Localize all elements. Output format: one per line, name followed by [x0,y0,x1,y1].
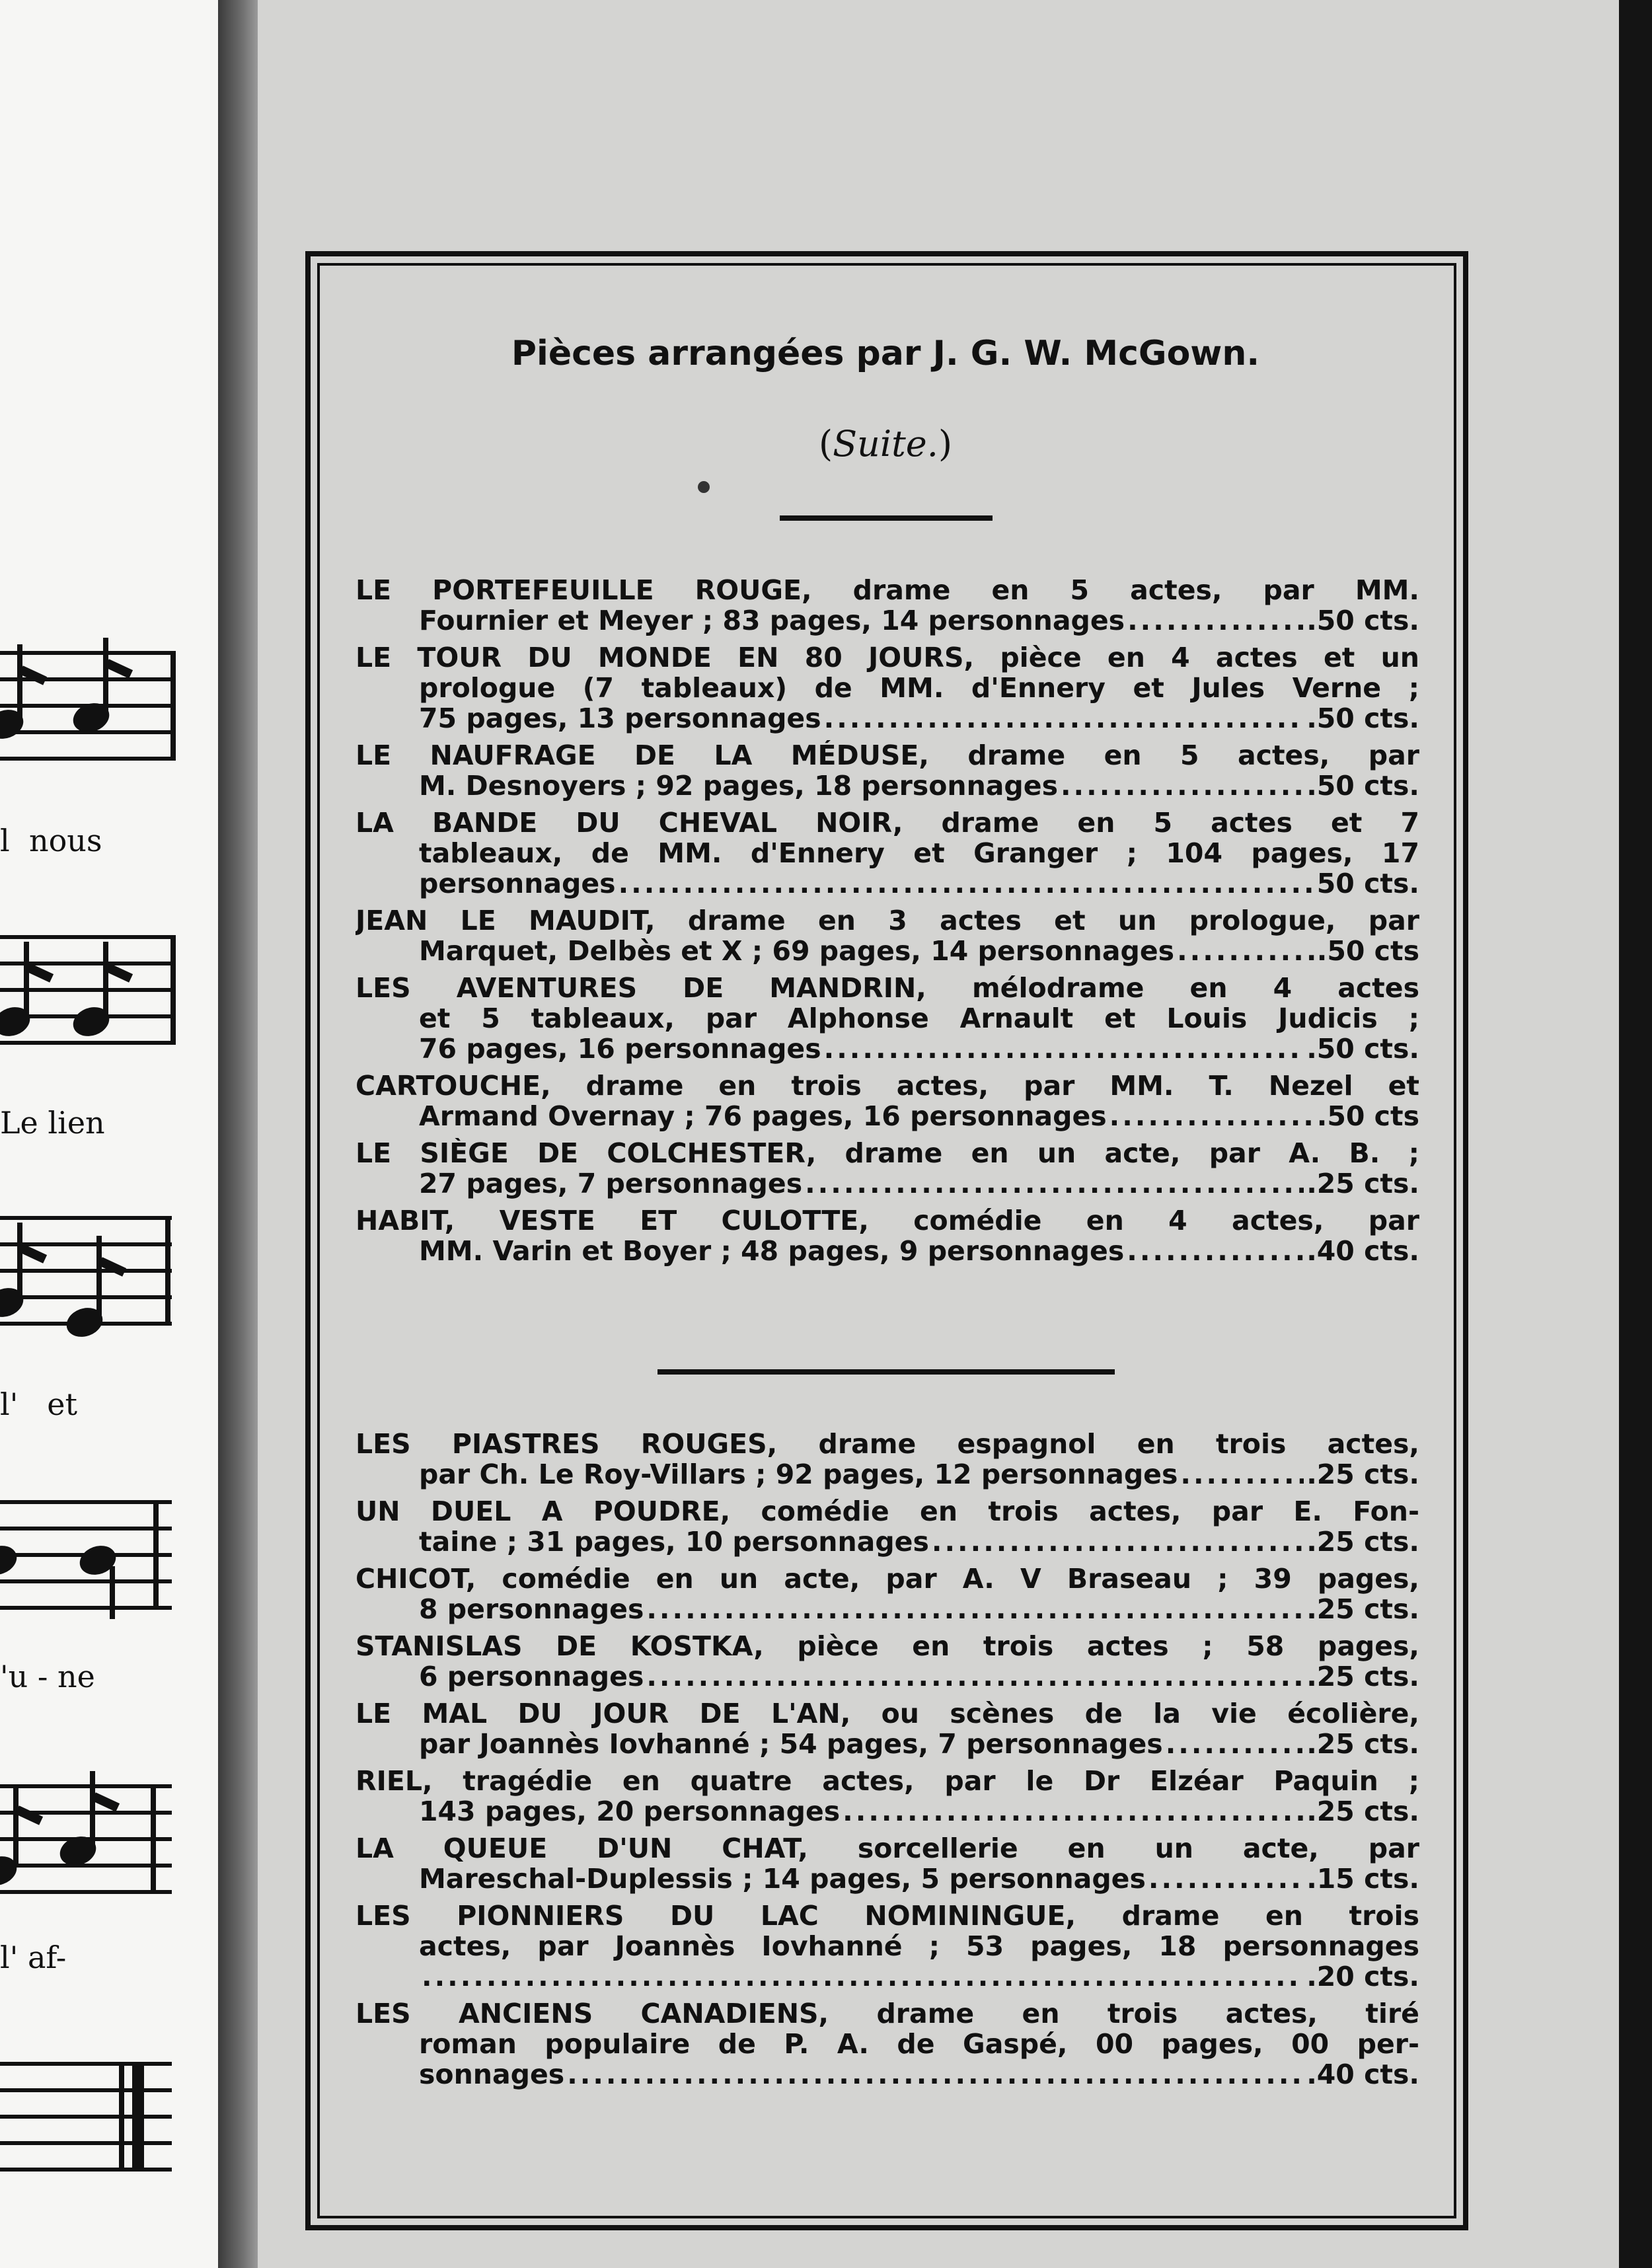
catalogue-section-2 [356,1429,1419,2096]
dot-leader [646,1594,1304,1624]
music-stave [0,644,178,776]
entry-price-line [356,1168,1419,1199]
dot-leader [1180,1459,1304,1490]
entry-price: .25 cts. [1306,1168,1419,1199]
catalogue-entry [356,808,1419,899]
entry-details: 6 personnages [419,1661,644,1692]
lyric-line: l' af- [0,1940,67,1975]
entry-continuation-line: roman populaire de P. A. de Gaspé, 00 pages, 00 per- [419,2029,1419,2059]
catalogue-entry [356,1901,1419,1992]
entry-title-line: LES AVENTURES DE MANDRIN, mélodrame en 4 actes [356,973,1419,1003]
entry-price: .25 cts. [1306,1661,1419,1692]
entry-title-line: LE PORTEFEUILLE ROUGE, drame en 5 actes, par MM. [356,575,1419,605]
catalogue-entry [356,905,1419,966]
entry-price-line [356,936,1419,966]
entry-title-line: LES ANCIENS CANADIENS, drame en trois actes, tiré [356,1998,1419,2029]
dot-leader [1109,1101,1314,1131]
entry-price: .25 cts. [1306,1459,1419,1490]
entry-continuation-line: et 5 tableaux, par Alphonse Arnault et Louis Judicis ; [419,1003,1419,1034]
entry-price: .50 cts. [1306,771,1419,801]
catalogue-entry [356,1833,1419,1894]
lyric-line: Le lien [0,1105,105,1141]
entry-title-line: JEAN LE MAUDIT, drame en 3 actes et un prologue, par [356,905,1419,936]
entry-price-line [356,1961,1419,1992]
dot-leader [824,703,1304,734]
entry-title-line: RIEL, tragédie en quatre actes, par le Dr Elzéar Paquin ; [356,1766,1419,1796]
entry-details: M. Desnoyers ; 92 pages, 18 personnages [419,771,1058,801]
entry-title-line: CHICOT, comédie en un acte, par A. V Braseau ; 39 pages, [356,1564,1419,1594]
entry-title-line: LE SIÈGE DE COLCHESTER, drame en un acte, par A. B. ; [356,1138,1419,1168]
entry-title-line: LE NAUFRAGE DE LA MÉDUSE, drame en 5 actes, par [356,740,1419,771]
music-stave [0,1778,178,1910]
dot-leader [1166,1729,1304,1759]
entry-details: par Ch. Le Roy-Villars ; 92 pages, 12 personnages [419,1459,1178,1490]
catalogue-entry [356,1429,1419,1490]
section-divider-rule [657,1369,1115,1375]
lyric-line: l' et [0,1386,77,1422]
entry-details: 27 pages, 7 personnages [419,1168,803,1199]
entry-continuation-line: tableaux, de MM. d'Ennery et Granger ; 104 pages, 17 [419,838,1419,868]
catalogue-entry [356,1071,1419,1131]
dot-leader [1061,771,1304,801]
entry-price-line [356,1459,1419,1490]
catalogue-entry [356,1998,1419,2090]
music-stave [0,928,178,1061]
catalogue-entry [356,1138,1419,1199]
entry-price-line [356,703,1419,734]
entry-price-line [356,1101,1419,1131]
entry-title-line: LA QUEUE D'UN CHAT, sorcellerie en un acte, par [356,1833,1419,1864]
dot-leader [646,1661,1304,1692]
entry-details: par Joannès Iovhanné ; 54 pages, 7 personnages [419,1729,1163,1759]
catalogue-entry [356,1766,1419,1827]
entry-title-line: UN DUEL A POUDRE, comédie en trois actes, par E. Fon- [356,1496,1419,1527]
entry-title-line: LES PIASTRES ROUGES, drame espagnol en trois actes, [356,1429,1419,1459]
entry-price: .25 cts. [1306,1594,1419,1624]
entry-price-line [356,1034,1419,1064]
catalogue-entry [356,1564,1419,1624]
catalogue-entry [356,973,1419,1064]
entry-title-line: STANISLAS DE KOSTKA, pièce en trois actes ; 58 pages, [356,1631,1419,1661]
dot-leader [932,1527,1304,1557]
entry-details: sonnages [419,2059,565,2090]
entry-price: .40 cts. [1306,2059,1419,2090]
entry-details: 143 pages, 20 personnages [419,1796,841,1827]
catalogue-section-1 [356,575,1419,1273]
entry-price: .50 cts. [1306,1034,1419,1064]
entry-price-line [356,1729,1419,1759]
dot-leader [567,2059,1304,2090]
entry-details: Mareschal-Duplessis ; 14 pages, 5 personnages [419,1864,1146,1894]
lyric-line: l nous [0,823,102,858]
page-edge-shadow [1619,0,1652,2268]
catalogue-entry [356,575,1419,636]
catalogue-subheading: (Suite.) [818,423,953,465]
dot-leader [1127,1236,1304,1266]
heading-rule [780,515,993,521]
dot-leader [843,1796,1304,1827]
entry-price-line [356,1796,1419,1827]
entry-price: .50 cts. [1306,605,1419,636]
entry-price-line [356,1864,1419,1894]
catalogue-entry [356,740,1419,801]
entry-title-line: LE TOUR DU MONDE EN 80 JOURS, pièce en 4 actes et un [356,642,1419,673]
entry-price-line [356,1236,1419,1266]
entry-details: personnages [419,868,616,899]
dot-leader [1127,605,1304,636]
entry-title-line: LA BANDE DU CHEVAL NOIR, drame en 5 actes et 7 [356,808,1419,838]
dot-leader [824,1034,1304,1064]
entry-title-line: CARTOUCHE, drame en trois actes, par MM. T. Nezel et [356,1071,1419,1101]
entry-price: 50 cts. [1316,868,1419,899]
entry-price: .25 cts. [1306,1796,1419,1827]
music-stave [0,1493,178,1626]
entry-details: 75 pages, 13 personnages [419,703,821,734]
entry-title-line: LES PIONNIERS DU LAC NOMININGUE, drame en trois [356,1901,1419,1931]
entry-details: Marquet, Delbès et X ; 69 pages, 14 personnages [419,936,1175,966]
entry-price: .50 cts [1316,936,1419,966]
catalogue-entry [356,1496,1419,1557]
catalogue-entry [356,1631,1419,1692]
entry-details: 8 personnages [419,1594,644,1624]
music-stave [0,1209,178,1342]
book-gutter [218,0,258,2268]
dot-leader [619,868,1314,899]
entry-continuation-line: prologue (7 tableaux) de MM. d'Ennery et Jules Verne ; [419,673,1419,703]
catalogue-heading: Pièces arrangées par J. G. W. McGown. [511,334,1260,373]
left-page-music-fragment [0,0,218,2268]
entry-price-line [356,771,1419,801]
entry-details: Armand Overnay ; 76 pages, 16 personnages [419,1101,1107,1131]
entry-price-line [356,1661,1419,1692]
ink-speck [698,481,710,493]
entry-price: .15 cts. [1306,1864,1419,1894]
entry-price-line [356,868,1419,899]
entry-details: taine ; 31 pages, 10 personnages [419,1527,929,1557]
entry-price-line [356,605,1419,636]
entry-details: 76 pages, 16 personnages [419,1034,821,1064]
entry-details: Fournier et Meyer ; 83 pages, 14 personnages [419,605,1125,636]
entry-title-line: HABIT, VESTE ET CULOTTE, comédie en 4 actes, par [356,1205,1419,1236]
entry-details: MM. Varin et Boyer ; 48 pages, 9 personnages [419,1236,1125,1266]
entry-price-line [356,2059,1419,2090]
entry-price: .25 cts. [1306,1527,1419,1557]
entry-title-line: LE MAL DU JOUR DE L'AN, ou scènes de la vie écolière, [356,1698,1419,1729]
dot-leader [1148,1864,1304,1894]
entry-price: .50 cts. [1306,703,1419,734]
entry-price-line [356,1594,1419,1624]
entry-price: .50 cts [1316,1101,1419,1131]
dot-leader [805,1168,1304,1199]
catalogue-entry [356,642,1419,734]
dot-leader [422,1961,1304,1992]
catalogue-entry [356,1205,1419,1266]
music-stave-final [0,2055,178,2187]
entry-continuation-line: actes, par Joannès Iovhanné ; 53 pages, 18 personnages [419,1931,1419,1961]
entry-price: .40 cts. [1306,1236,1419,1266]
entry-price: .25 cts. [1306,1729,1419,1759]
entry-price: .20 cts. [1306,1961,1419,1992]
dot-leader [1177,936,1314,966]
entry-price-line [356,1527,1419,1557]
catalogue-entry [356,1698,1419,1759]
lyric-line: 'u - ne [0,1659,95,1694]
